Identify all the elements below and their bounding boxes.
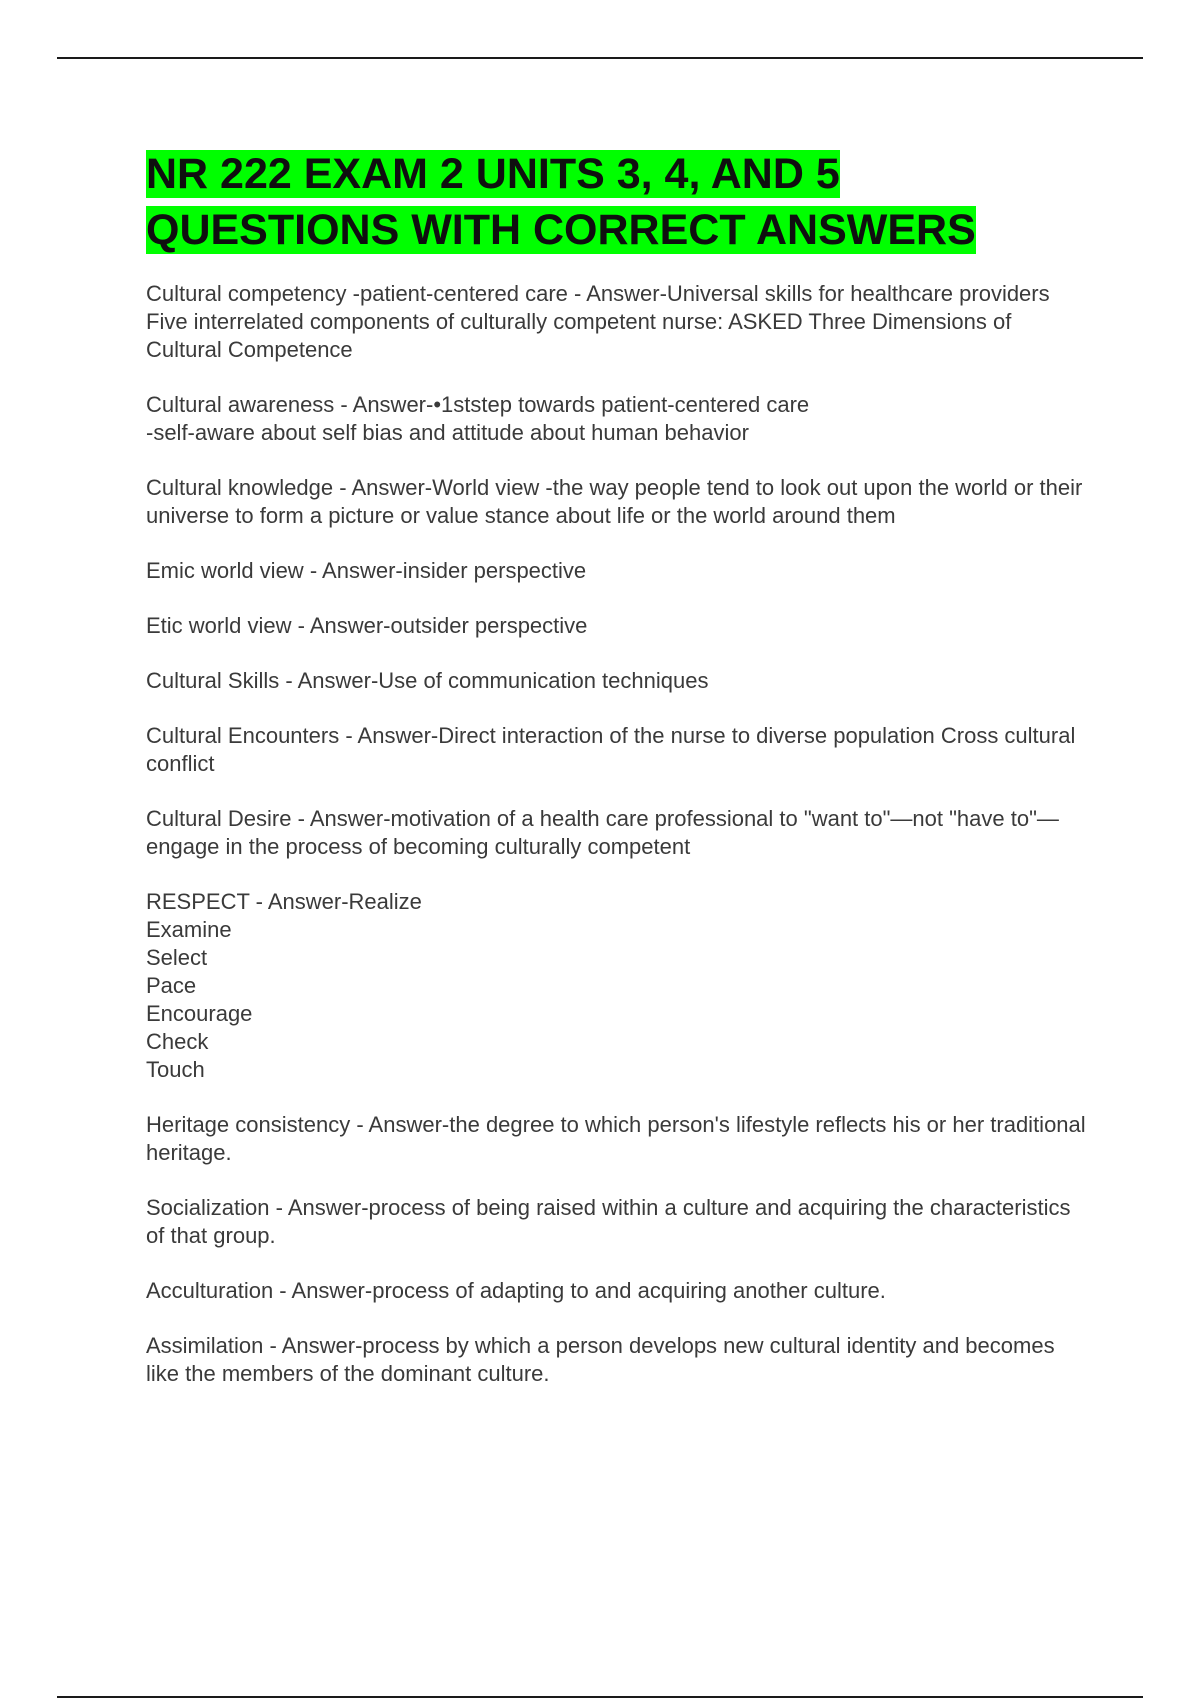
entry-answer: Universal skills for healthcare providers Five interrelated components of culturally competent nurse: ASKED Three Dimensions of Cultural Competence <box>146 281 1050 362</box>
entry-separator: - Answer- <box>350 1112 450 1137</box>
entry-term: Emic world view <box>146 558 304 583</box>
entry-term: Cultural knowledge <box>146 475 334 500</box>
qa-entry <box>146 1332 1090 1388</box>
qa-entry <box>146 667 1090 695</box>
entry-answer: insider perspective <box>402 558 587 583</box>
entry-answer: Realize Examine Select Pace Encourage Check Touch <box>146 889 422 1082</box>
entry-term: Cultural Desire <box>146 806 292 831</box>
qa-entry <box>146 1111 1090 1167</box>
entry-answer: Direct interaction of the nurse to diverse population Cross cultural conflict <box>146 723 1076 776</box>
document-title <box>146 146 1090 258</box>
entry-answer: the degree to which person's lifestyle reflects his or her traditional heritage. <box>146 1112 1086 1165</box>
entry-separator: - Answer- <box>263 1333 363 1358</box>
entry-answer: process of being raised within a culture and acquiring the characteristics of that group. <box>146 1195 1071 1248</box>
entry-answer: motivation of a health care professional to "want to"—not "have to"—engage in the process of becoming culturally competent <box>146 806 1059 859</box>
entry-term: Socialization <box>146 1195 270 1220</box>
entry-term: Cultural Skills <box>146 668 280 693</box>
qa-entry <box>146 1194 1090 1250</box>
top-rule <box>57 57 1143 59</box>
bottom-rule <box>57 1696 1143 1698</box>
qa-entry <box>146 722 1090 778</box>
entry-separator: - Answer- <box>279 668 379 693</box>
entry-separator: - Answer- <box>249 889 349 914</box>
entry-separator: - Answer- <box>567 281 667 306</box>
qa-entry <box>146 474 1090 530</box>
entry-term: RESPECT <box>146 889 250 914</box>
entry-answer: Use of communication techniques <box>378 668 709 693</box>
entry-answer: process of adapting to and acquiring another culture. <box>372 1278 886 1303</box>
entry-term: Assimilation <box>146 1333 264 1358</box>
qa-entry <box>146 557 1090 585</box>
entry-answer: World view -the way people tend to look out upon the world or their universe to form a picture or value stance about life or the world around them <box>146 475 1083 528</box>
entry-separator: - Answer- <box>333 475 433 500</box>
qa-entry <box>146 612 1090 640</box>
entry-separator: - Answer- <box>339 723 439 748</box>
entry-term: Acculturation <box>146 1278 274 1303</box>
entry-answer: process by which a person develops new cultural identity and becomes like the members of the dominant culture. <box>146 1333 1055 1386</box>
qa-entry <box>146 888 1090 1084</box>
entry-term: Cultural competency -patient-centered care <box>146 281 568 306</box>
entry-answer: outsider perspective <box>390 613 588 638</box>
title-line-2: QUESTIONS WITH CORRECT ANSWERS <box>146 206 976 254</box>
entry-separator: - Answer- <box>303 558 403 583</box>
entry-term: Cultural awareness <box>146 392 335 417</box>
qa-entry <box>146 805 1090 861</box>
entry-separator: - Answer- <box>334 392 434 417</box>
entry-answer: •1ststep towards patient-centered care -self-aware about self bias and attitude about human behavior <box>146 392 810 445</box>
entry-separator: - Answer- <box>291 806 391 831</box>
entry-term: Etic world view <box>146 613 292 638</box>
entry-term: Cultural Encounters <box>146 723 340 748</box>
qa-entry <box>146 391 1090 447</box>
entry-separator: - Answer- <box>273 1278 373 1303</box>
title-highlight <box>146 150 976 254</box>
document-body <box>146 146 1090 1415</box>
qa-entry <box>146 1277 1090 1305</box>
qa-entry <box>146 280 1090 364</box>
title-line-1: NR 222 EXAM 2 UNITS 3, 4, AND 5 <box>146 150 840 198</box>
entry-term: Heritage consistency <box>146 1112 351 1137</box>
entry-separator: - Answer- <box>269 1195 369 1220</box>
entry-separator: - Answer- <box>291 613 391 638</box>
